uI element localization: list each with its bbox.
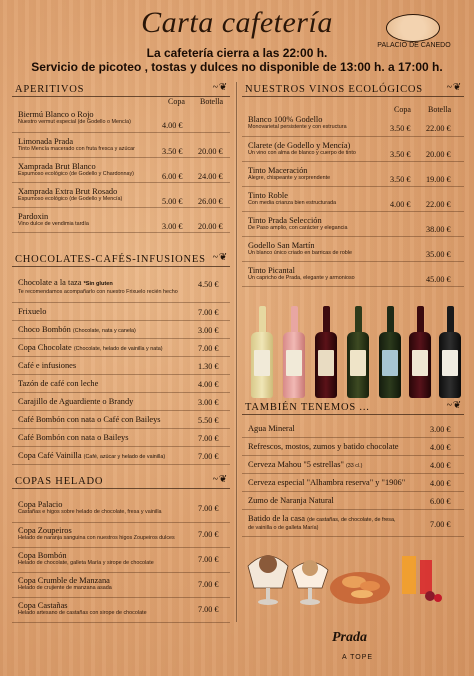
palacio-logo-icon bbox=[386, 14, 440, 42]
logo-label: PALACIO DE CANEDO bbox=[377, 42, 451, 49]
list-item: Tazón de café con leche 4.00 € bbox=[12, 375, 230, 393]
list-item: Cerveza Mahou "5 estrellas" (33 cl.) 4.00 € bbox=[242, 456, 464, 474]
column-headers bbox=[12, 97, 230, 107]
list-item: Choco Bombón (Chocolate, nata y canela) 3.00 € bbox=[12, 321, 230, 339]
list-item: Batido de la casa (de castañas, de chocolate, de fresa, de vainilla o de galleta María) 7.00 € bbox=[242, 510, 464, 537]
red-wine-bottle-icon bbox=[378, 306, 402, 398]
chocolates-section bbox=[12, 254, 230, 267]
rose-wine-bottle-icon bbox=[282, 306, 306, 398]
swirl-ornament-icon: ~❦ bbox=[446, 82, 462, 93]
list-item: Café Bombón con nata o Baileys 7.00 € bbox=[12, 429, 230, 447]
swirl-ornament-icon: ~❦ bbox=[212, 474, 228, 485]
list-item: Refrescos, mostos, zumos y batido chocolate 4.00 € bbox=[242, 438, 464, 456]
botella-header: Botella bbox=[200, 97, 224, 106]
list-item: Frixuelo 7.00 € bbox=[12, 303, 230, 321]
copa-header: Copa bbox=[394, 105, 411, 114]
list-item: Café Bombón con nata o Café con Baileys 5.50 € bbox=[12, 411, 230, 429]
list-item: Zumo de Naranja Natural 6.00 € bbox=[242, 492, 464, 510]
list-item: Copa Zoupeiros Helado de naranja sanguina con nuestros higos Zoupeiros dulces 7.00 € bbox=[12, 523, 230, 548]
list-item: Chocolate a la taza *Sin gluten Te recomendamos acompañarlo con nuestro Frixuelo recién hecho 4.50 € bbox=[12, 278, 230, 303]
list-item: Xamprada Brut Blanco Espumoso ecológico (de Godello y Chardonnay) 6.00 € 24.00 € bbox=[12, 158, 230, 183]
ice-cream-cup-icon bbox=[248, 555, 288, 605]
swirl-ornament-icon: ~❦ bbox=[212, 252, 228, 263]
vinos-list bbox=[242, 114, 464, 287]
section-title: COPAS HELADO ~❦ bbox=[12, 476, 230, 489]
helados-list bbox=[12, 498, 230, 623]
section-title: CHOCOLATES-CAFÉS-INFUSIONES ~❦ bbox=[12, 254, 230, 267]
list-item: Pardoxin Vino dulce de vendimia tardía 3.00 € 20.00 € bbox=[12, 208, 230, 233]
list-item: Tinto Prada Selección De Paso amplio, con carácter y elegancia 38.00 € bbox=[242, 212, 464, 237]
list-item: Biermú Blanco o Rojo Nuestro vermut especial (de Godello o Mencía) 4.00 € bbox=[12, 110, 230, 133]
swirl-ornament-icon: ~❦ bbox=[212, 82, 228, 93]
section-title: NUESTROS VINOS ECOLÓGICOS ~❦ bbox=[242, 84, 464, 97]
red-wine-bottle-icon bbox=[346, 306, 370, 398]
list-item: Café e infusiones 1.30 € bbox=[12, 357, 230, 375]
vinos-section bbox=[242, 84, 464, 115]
aperitivos-section bbox=[12, 84, 230, 107]
list-item: Copa Palacio Castañas e higos sobre helado de chocolate, fresa y vainilla 7.00 € bbox=[12, 498, 230, 523]
red-wine-bottle-icon bbox=[314, 306, 338, 398]
menu-title: Carta cafetería bbox=[141, 6, 333, 39]
list-item: Tinto Roble Con media crianza bien estructurada 4.00 € 22.00 € bbox=[242, 187, 464, 212]
list-item: Tinto Maceración Alegre, chispeante y sorprendente 3.50 € 19.00 € bbox=[242, 162, 464, 187]
swirl-ornament-icon: ~❦ bbox=[446, 400, 462, 411]
list-item: Limonada Prada Tinto Mencía macerado con fruta fresca y azúcar 3.50 € 20.00 € bbox=[12, 133, 230, 158]
list-item: Copa Bombón Helado de chocolate, galleta María y sirope de chocolate 7.00 € bbox=[12, 548, 230, 573]
list-item: Clarete (de Godello y Mencía) Un vino con alma de blanco y cuerpo de tinto 3.50 € 20.00 € bbox=[242, 137, 464, 162]
list-item: Carajillo de Aguardiente o Brandy 3.00 € bbox=[12, 393, 230, 411]
prada-signature-logo: Prada bbox=[332, 630, 367, 645]
section-title: APERITIVOS ~❦ bbox=[12, 84, 230, 97]
helados-section bbox=[12, 476, 230, 489]
section-title: TAMBIÉN TENEMOS ... ~❦ bbox=[242, 402, 464, 415]
aperitivos-list bbox=[12, 110, 230, 233]
white-wine-bottle-icon bbox=[250, 306, 274, 398]
list-item: Blanco 100% Godello Monovarietal persistente y con estructura 3.50 € 22.00 € bbox=[242, 114, 464, 137]
list-item: Cerveza especial "Alhambra reserva" y "1906" 4.00 € bbox=[242, 474, 464, 492]
tenemos-list bbox=[242, 420, 464, 537]
prada-tagline: A TOPE bbox=[342, 654, 374, 661]
red-wine-bottle-icon bbox=[408, 306, 432, 398]
list-item: Tinto Picantal Un capricho de Prada, elegante y armonioso 45.00 € bbox=[242, 262, 464, 287]
chocolates-list bbox=[12, 278, 230, 465]
list-item: Copa Castañas Helado artesano de castañas con sirope de chocolate 7.00 € bbox=[12, 598, 230, 623]
red-wine-bottle-icon bbox=[438, 306, 462, 398]
botella-header: Botella bbox=[428, 105, 452, 114]
list-item: Godello San Martín Un blanco único criado en barricas de roble 35.00 € bbox=[242, 237, 464, 262]
tenemos-section bbox=[242, 402, 464, 415]
list-item: Agua Mineral 3.00 € bbox=[242, 420, 464, 438]
column-divider bbox=[236, 82, 237, 622]
service-notice: Servicio de picoteo , tostas y dulces no disponible de 13:00 h. a 17:00 h. bbox=[31, 60, 443, 74]
ice-cream-cup-icon bbox=[292, 560, 328, 605]
list-item: Copa Café Vainilla (Café, azúcar y helado de vainilla) 7.00 € bbox=[12, 447, 230, 465]
list-item: Copa Crumble de Manzana Helado de crujiente de manzana asada 7.00 € bbox=[12, 573, 230, 598]
wine-bottles-image bbox=[248, 298, 462, 398]
list-item: Copa Chocolate (Chocolate, helado de vainilla y nata) 7.00 € bbox=[12, 339, 230, 357]
copa-header: Copa bbox=[168, 97, 185, 106]
list-item: Xamprada Extra Brut Rosado Espumoso ecológico (de Godello y Mencía) 5.00 € 26.00 € bbox=[12, 183, 230, 208]
closing-notice: La cafetería cierra a las 22:00 h. bbox=[146, 46, 328, 60]
juice-glass-icon bbox=[402, 556, 442, 602]
desserts-drinks-image bbox=[238, 526, 468, 616]
pastry-plate-icon bbox=[330, 572, 390, 604]
